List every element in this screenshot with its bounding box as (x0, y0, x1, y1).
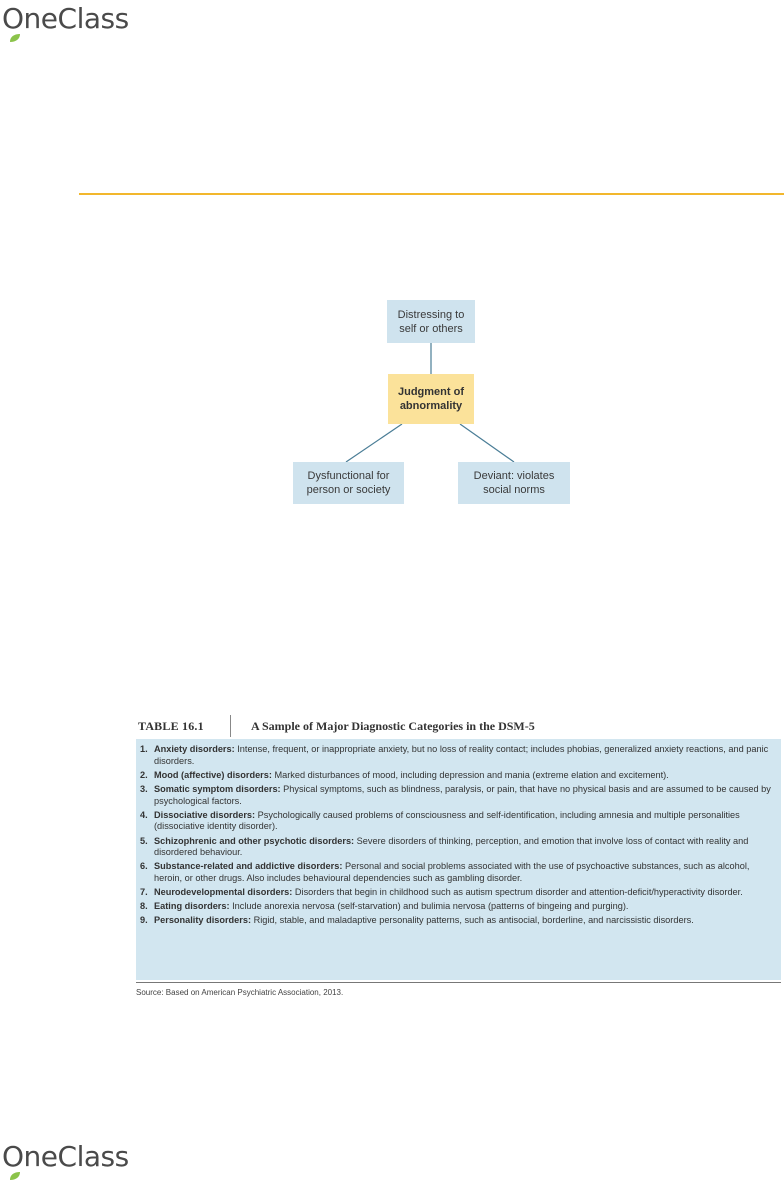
entry-description: Marked disturbances of mood, including depression and mania (extreme elation and excitement). (271, 769, 669, 780)
entry-term: Neurodevelopmental disorders: (154, 887, 293, 898)
entry-description: Physical symptoms, such as blindness, paralysis, or pain, that have no physical basis and are assumed to be caused by psychological factors. (154, 783, 771, 806)
oneclass-logo-bottom[interactable] (2, 1140, 129, 1173)
connector-right (460, 424, 514, 462)
entry-text (154, 744, 773, 767)
entry-term: Somatic symptom disorders: (154, 783, 281, 794)
entry-term: Schizophrenic and other psychotic disorders: (154, 835, 355, 846)
entry-description: Intense, frequent, or inappropriate anxiety, but no loss of reality contact; includes phobias, generalized anxiety reactions, and panic disorders. (154, 744, 769, 766)
entry-text (154, 887, 773, 899)
box-judgment: Judgment of abnormality (388, 374, 474, 424)
entry-description: Include anorexia nervosa (self-starvation) and bulimia nervosa (patterns of bingeing and purging). (229, 901, 629, 912)
entry-term: Mood (affective) disorders: (154, 769, 272, 780)
table-header (136, 713, 780, 739)
table-entry (140, 784, 773, 807)
entry-number: 5. (140, 835, 148, 846)
table-entry (140, 861, 773, 884)
connector-left (346, 424, 402, 462)
entry-description: Severe disorders of thinking, perception, and emotion that involve loss of contact with reality and disordered behaviour. (154, 835, 749, 858)
table-source: Source: Based on American Psychiatric Association, 2013. (136, 988, 344, 997)
box-dysfunctional: Dysfunctional for person or society (293, 462, 404, 504)
box-distressing: Distressing to self or others (387, 300, 475, 343)
entry-term: Substance-related and addictive disorders: (154, 861, 343, 872)
table-body (136, 739, 781, 980)
table-entry (140, 810, 773, 833)
table-entry (140, 915, 773, 927)
box-deviant: Deviant: violates social norms (458, 462, 570, 504)
entry-text (154, 861, 773, 884)
table-number: TABLE 16.1 (138, 718, 204, 733)
entry-number: 4. (140, 809, 148, 820)
entry-description: Rigid, stable, and maladaptive personality patterns, such as antisocial, borderline, and narcissistic disorders. (251, 915, 694, 926)
brand-name: OneClass (2, 1140, 129, 1173)
table-header-separator (230, 715, 231, 737)
table-entry (140, 744, 773, 767)
entry-description: Disorders that begin in childhood such as autism spectrum disorder and attention-deficit/hyperactivity disorder. (292, 887, 743, 898)
entry-text (154, 901, 773, 913)
entry-term: Dissociative disorders: (154, 809, 256, 820)
table-entry (140, 836, 773, 859)
brand-name: OneClass (2, 2, 129, 35)
entry-number: 6. (140, 861, 148, 872)
entry-number: 2. (140, 769, 148, 780)
entry-term: Personality disorders: (154, 915, 252, 926)
entry-description: Personal and social problems associated with the use of psychoactive substances, such as alcohol, heroin, or other drugs. Also includes behavioural dependencies such as gambling disorder. (154, 861, 750, 883)
entry-number: 3. (140, 783, 148, 794)
entry-text (154, 784, 773, 807)
entry-term: Anxiety disorders: (154, 744, 235, 754)
table-entry (140, 901, 773, 913)
entry-text (154, 915, 773, 927)
entry-number: 8. (140, 901, 148, 912)
entry-description: Psychologically caused problems of consciousness and self-identification, including amnesia and multiple personalities (dissociative identity disorder). (154, 809, 740, 832)
entry-number: 1. (140, 744, 148, 754)
entry-number: 9. (140, 915, 148, 926)
entry-text (154, 770, 773, 782)
table-entry (140, 887, 773, 899)
entry-term: Eating disorders: (154, 901, 230, 912)
table-entry (140, 770, 773, 782)
table-caption: A Sample of Major Diagnostic Categories in the DSM-5 (251, 718, 535, 733)
entry-text (154, 836, 773, 859)
source-divider (136, 982, 781, 983)
entry-text (154, 810, 773, 833)
entry-number: 7. (140, 887, 148, 898)
